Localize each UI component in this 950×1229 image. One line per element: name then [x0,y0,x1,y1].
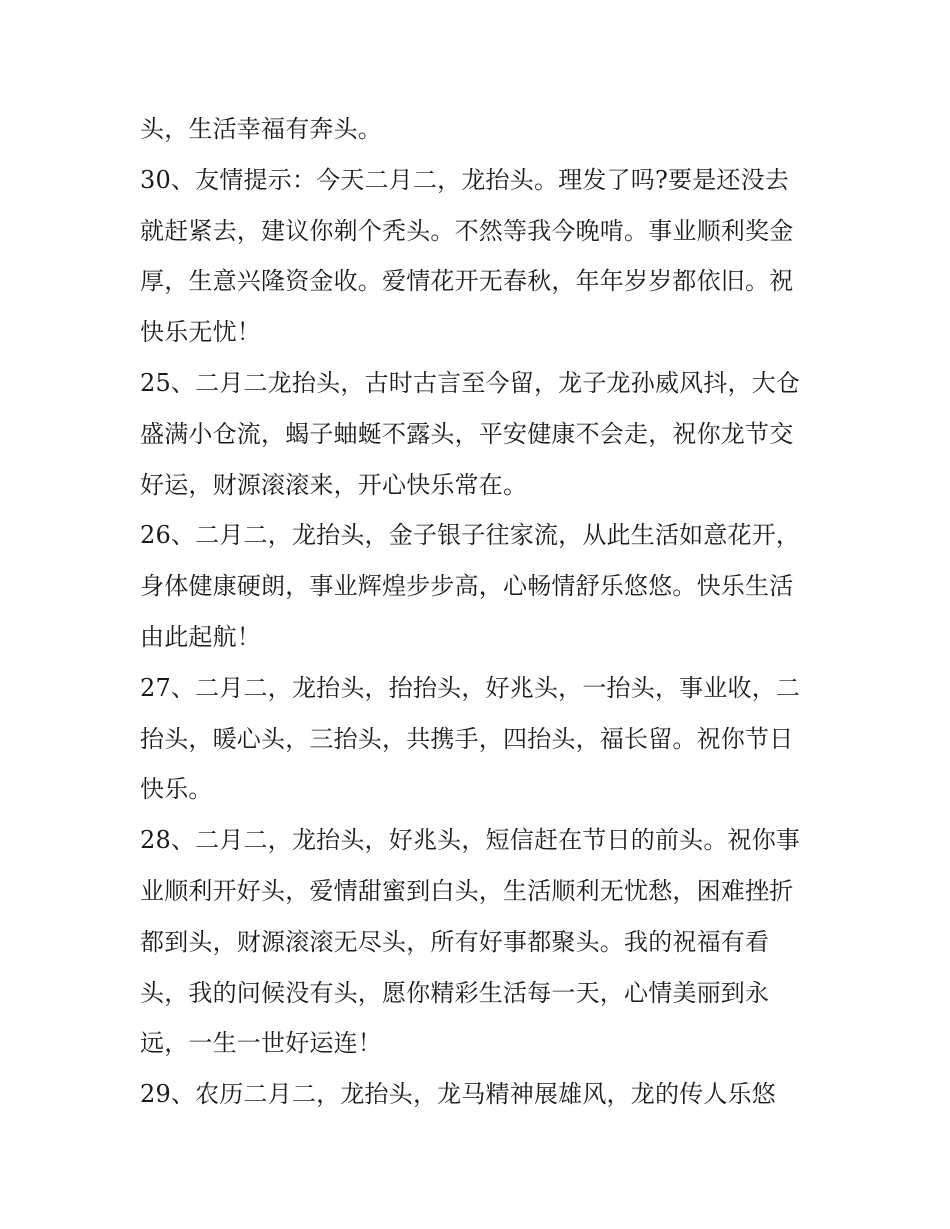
document-body [140,104,820,1120]
text-line: 快乐无忧！ [140,318,261,347]
text-line: 25、二月二龙抬头，古时古言至今留，龙子龙孙威风抖，大仓 [140,368,801,397]
paragraph-28 [140,815,820,1069]
paragraph-30 [140,155,820,358]
text-line: 28、二月二，龙抬头，好兆头，短信赶在节日的前头。祝你事 [140,826,801,855]
text-line: 头，生活幸福有奔头。 [140,115,382,143]
paragraph-25 [140,358,820,510]
text-line: 就赶紧去，建议你剃个秃头。不然等我今晚啃。事业顺利奖金 [140,216,794,245]
text-line: 盛满小仓流，蝎子蚰蜒不露头，平安健康不会走，祝你龙节交 [140,419,794,448]
text-line: 26、二月二，龙抬头，金子银子往家流，从此生活如意花开， [140,521,801,550]
text-line: 远，一生一世好运连！ [140,1029,382,1058]
paragraph-continuation [140,104,820,155]
text-line: 29、农历二月二，龙抬头，龙马精神展雄风，龙的传人乐悠 [140,1080,776,1109]
text-line: 抬头，暖心头，三抬头，共携手，四抬头，福长留。祝你节日 [140,724,794,753]
paragraph-27 [140,663,820,815]
paragraph-29 [140,1069,820,1120]
text-line: 头，我的问候没有头，愿你精彩生活每一天，心情美丽到永 [140,978,770,1007]
text-line: 快乐。 [140,775,213,804]
text-line: 身体健康硬朗，事业辉煌步步高，心畅情舒乐悠悠。快乐生活 [140,572,794,601]
text-line: 业顺利开好头，爱情甜蜜到白头，生活顺利无忧愁，困难挫折 [140,876,794,905]
text-line: 都到头，财源滚滚无尽头，所有好事都聚头。我的祝福有看 [140,927,770,956]
text-line: 好运，财源滚滚来，开心快乐常在。 [140,470,528,499]
paragraph-26 [140,510,820,662]
text-line: 27、二月二，龙抬头，抬抬头，好兆头，一抬头，事业收，二 [140,673,801,702]
text-line: 由此起航！ [140,622,261,651]
text-line: 厚，生意兴隆资金收。爱情花开无春秋，年年岁岁都依旧。祝 [140,267,794,296]
text-line: 30、友情提示：今天二月二，龙抬头。理发了吗?要是还没去 [140,165,790,194]
